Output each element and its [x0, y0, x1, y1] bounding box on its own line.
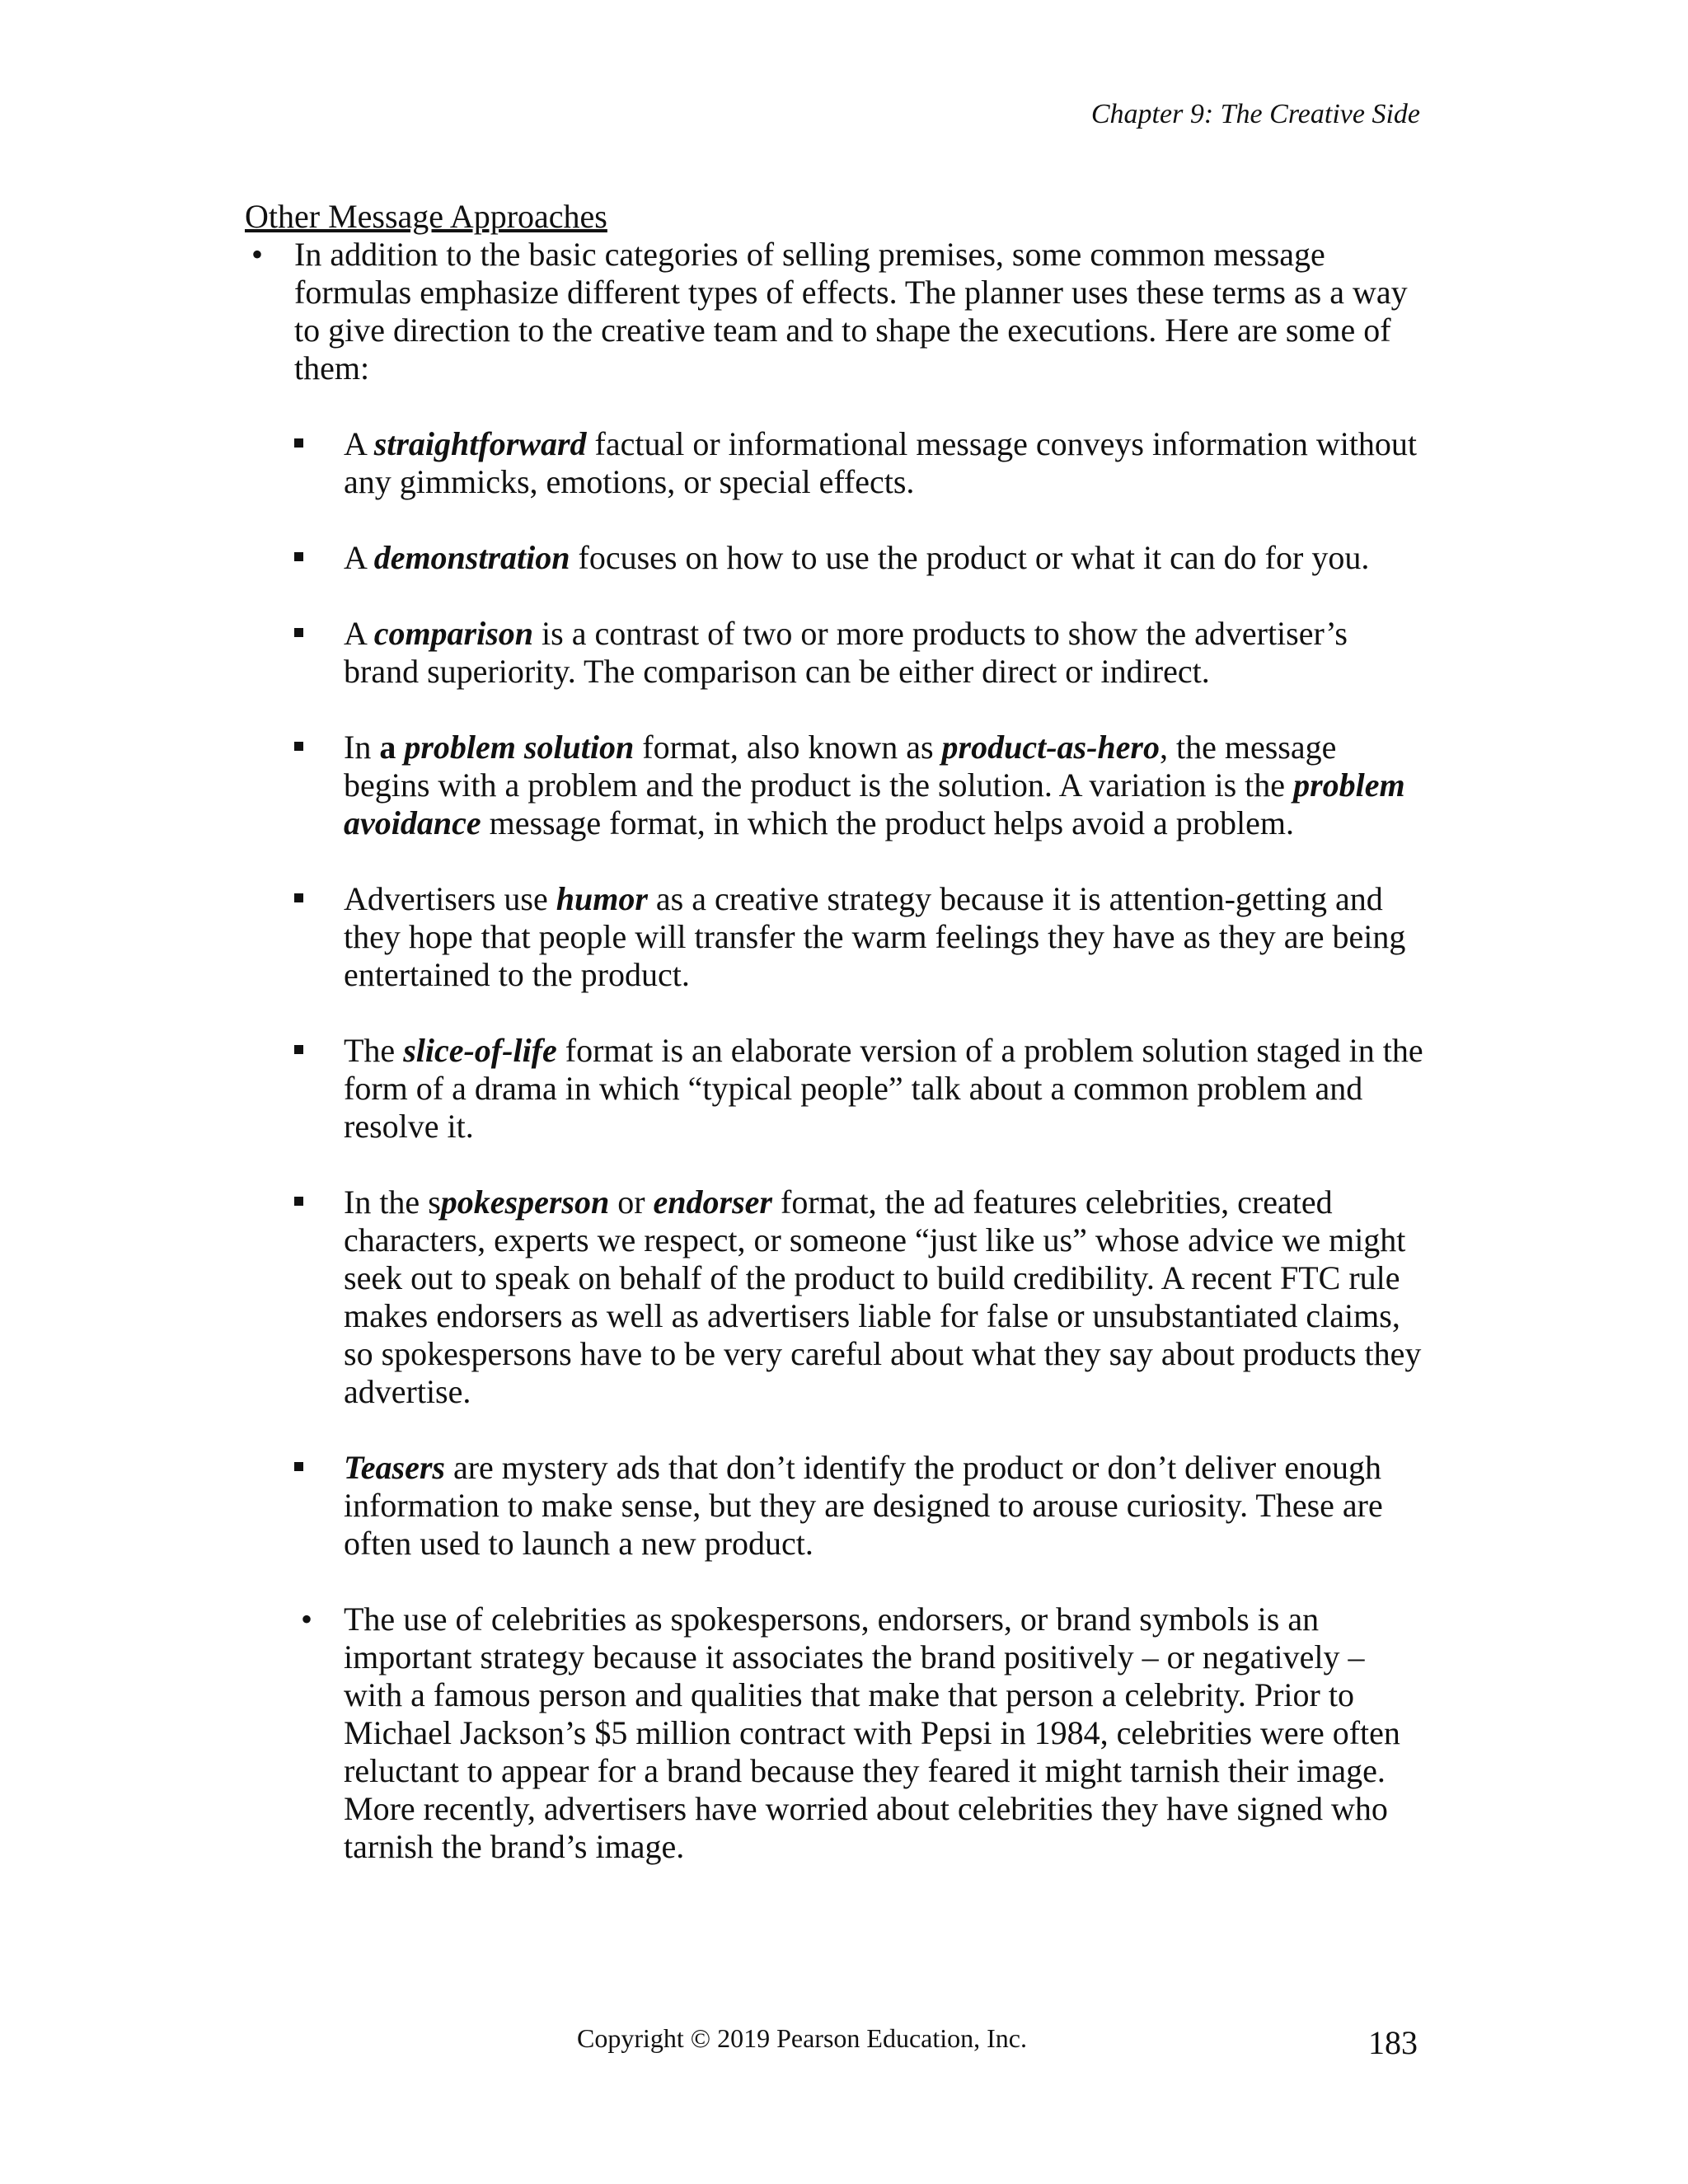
list-item-demonstration — [294, 539, 1423, 577]
square-bullet-icon — [294, 1462, 303, 1471]
list-item-comparison — [294, 615, 1423, 691]
bullet-dot-icon: • — [251, 236, 263, 273]
running-header: Chapter 9: The Creative Side — [1090, 99, 1420, 129]
term-spokesperson: pokesperson — [440, 1183, 610, 1221]
square-bullet-icon — [294, 1045, 303, 1054]
item-text: The slice-of-life format is an elaborate version of a problem solution staged in the form of a drama in which “typical people” talk about a common problem and resolve it. — [344, 1032, 1423, 1145]
term-slice-of-life: slice-of-life — [403, 1032, 557, 1069]
term-problem-solution: problem solution — [404, 729, 635, 766]
item-text: A demonstration focuses on how to use the product or what it can do for you. — [344, 539, 1370, 576]
list-item-spokesperson — [294, 1183, 1423, 1411]
intro-bullet-text: In addition to the basic categories of selling premises, some common message formulas emphasize different types of effects. The planner uses these terms as a way to give direction to the creative team and to shape the executions. Here are some of them: — [294, 236, 1408, 387]
approaches-list — [245, 425, 1423, 1563]
list-item-teasers — [294, 1449, 1423, 1563]
celebrity-bullet — [294, 1601, 1423, 1866]
list-item-problem-solution — [294, 729, 1423, 842]
term-comparison: comparison — [373, 615, 534, 652]
term-straightforward: straightforward — [373, 425, 587, 462]
term-endorser: endorser — [653, 1183, 772, 1221]
item-text: Advertisers use humor as a creative strategy because it is attention-getting and they hope that people will transfer the warm feelings they have as they are being entertained to the product. — [344, 880, 1406, 993]
term-problem-avoidance: problem avoidance — [344, 766, 1405, 841]
item-text: Teasers are mystery ads that don’t identify the product or don’t deliver enough information to make sense, but they are designed to arouse curiosity. These are often used to launch a new product. — [344, 1449, 1383, 1562]
item-text: A comparison is a contrast of two or more products to show the advertiser’s brand superiority. The comparison can be either direct or indirect. — [344, 615, 1348, 690]
intro-bullet — [245, 236, 1423, 387]
term-humor: humor — [556, 880, 648, 917]
copyright-notice: Copyright © 2019 Pearson Education, Inc. — [577, 2023, 1027, 2053]
square-bullet-icon — [294, 1197, 303, 1206]
list-item-straightforward — [294, 425, 1423, 501]
celebrity-bullet-text: The use of celebrities as spokespersons, endorsers, or brand symbols is an important strategy because it associates the brand positively – or negatively – with a famous person and qualities that make that person a celebrity. Prior to Michael Jackson’s $5 million contract with Pepsi in 1984, celebrities were often reluctant to appear for a brand because they feared it might tarnish their image. More recently, advertisers have worried about celebrities they have signed who tarnish the brand’s image. — [344, 1601, 1400, 1865]
bullet-dot-icon: • — [300, 1601, 312, 1638]
square-bullet-icon — [294, 552, 303, 561]
square-bullet-icon — [294, 742, 303, 751]
square-bullet-icon — [294, 438, 303, 448]
item-text: In the spokesperson or endorser format, the ad features celebrities, created characters, experts we respect, or someone “just like us” whose advice we might seek out to speak on behalf of the product to build credibility. A recent FTC rule makes endorsers as well as advertisers liable for false or unsubstantiated claims, so spokespersons have to be very careful about what they say about products they advertise. — [344, 1183, 1422, 1410]
item-text: In a problem solution format, also known as product-as-hero, the message begins with a problem and the product is the solution. A variation is the problem avoidance message format, in which the product helps avoid a problem. — [344, 729, 1405, 841]
page-number: 183 — [1368, 2024, 1418, 2061]
term-demonstration: demonstration — [373, 539, 570, 576]
term-product-as-hero: product-as-hero — [941, 729, 1160, 766]
page-content — [245, 198, 1423, 1866]
square-bullet-icon — [294, 628, 303, 637]
item-text: A straightforward factual or informational message conveys information without any gimmicks, emotions, or special effects. — [344, 425, 1418, 500]
section-heading: Other Message Approaches — [245, 198, 607, 235]
square-bullet-icon — [294, 893, 303, 902]
list-item-humor — [294, 880, 1423, 994]
term-teasers: Teasers — [344, 1449, 445, 1486]
list-item-slice-of-life — [294, 1032, 1423, 1146]
